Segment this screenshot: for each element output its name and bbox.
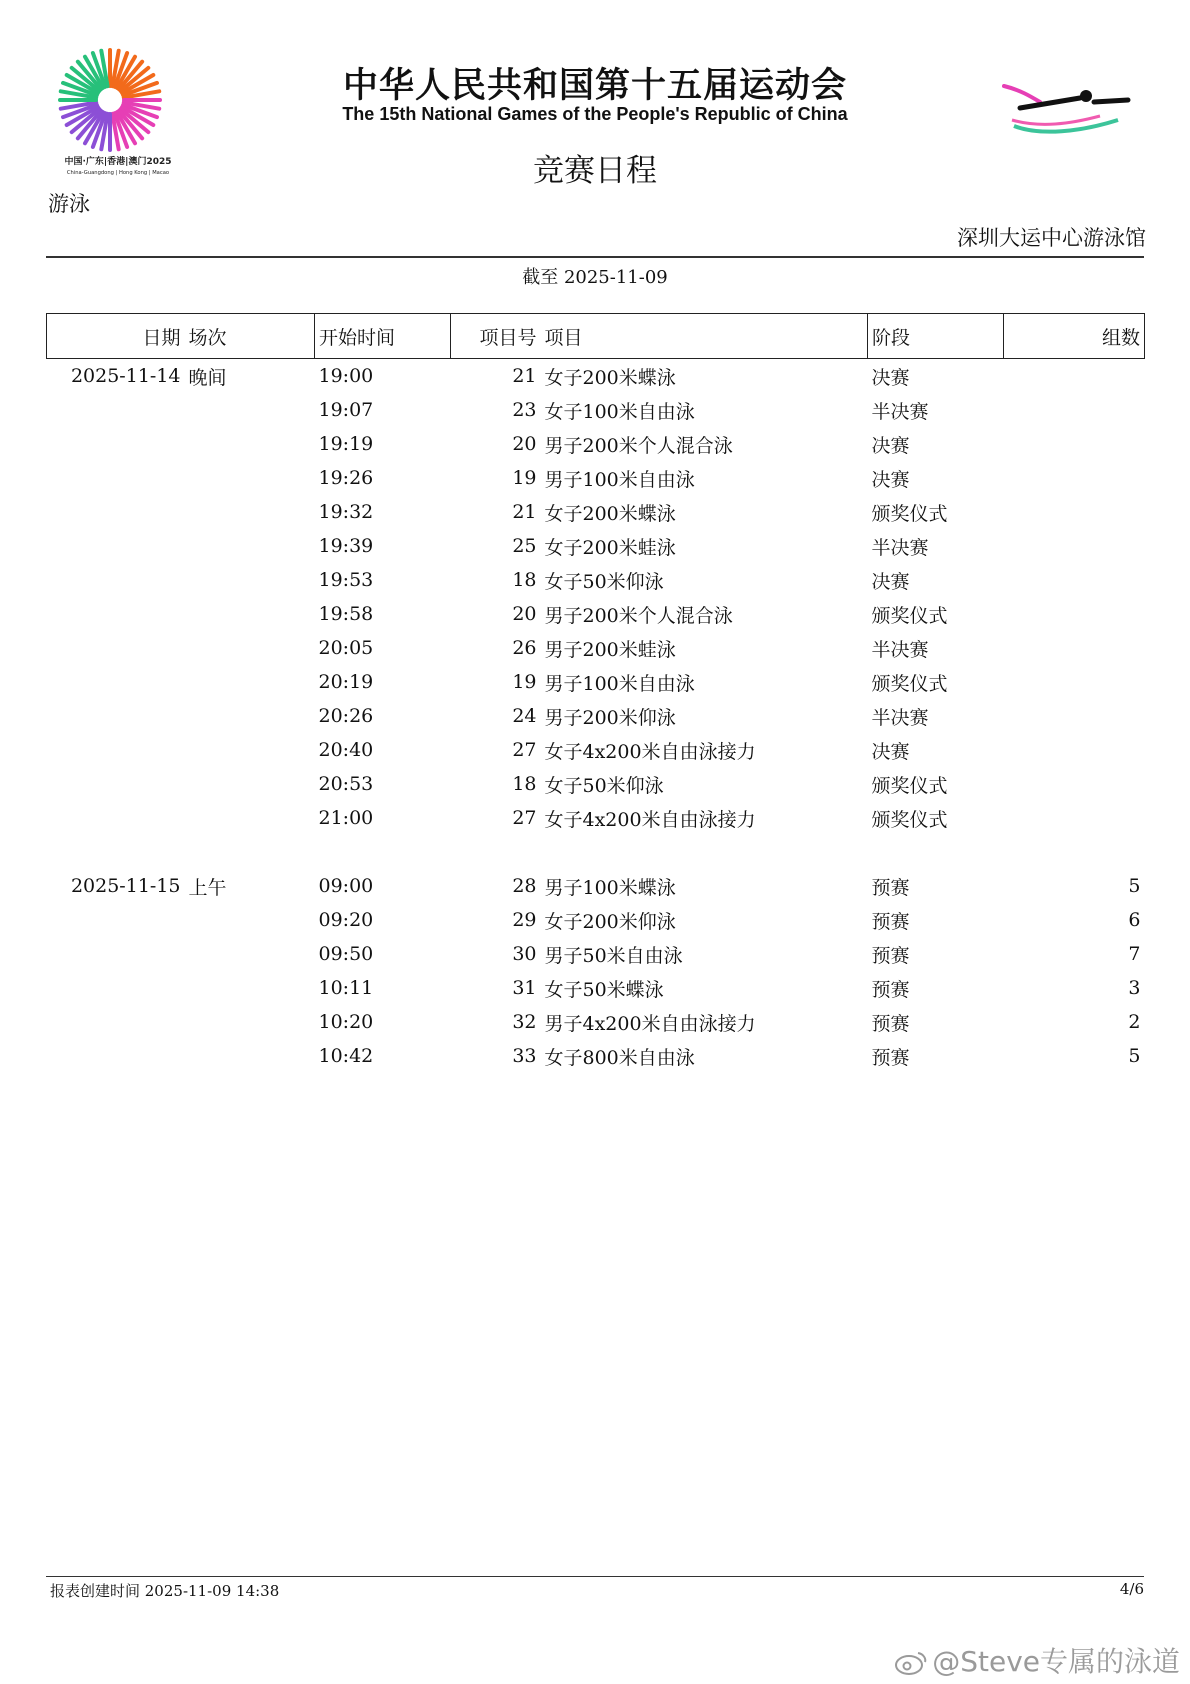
swimming-pictogram-icon [1000,80,1150,150]
cell-date [47,495,185,529]
cell-session [185,699,315,733]
cell-heats [1004,665,1145,699]
header-heats: 组数 [1004,314,1145,359]
header-divider [46,256,1144,258]
header-phase: 阶段 [868,314,1004,359]
cell-phase: 半决赛 [871,400,929,423]
cell-date: 2025-11-15 [70,875,181,897]
cell-start-time: 20:19 [318,671,374,693]
cell-session [185,903,315,937]
cell-event: 女子50米蝶泳 [544,978,664,1001]
cell-date [47,1039,185,1073]
cell-start-time: 19:00 [318,365,374,387]
cell-heats: 5 [1128,875,1141,897]
cell-event-number: 23 [512,399,537,421]
table-row [47,1005,1145,1039]
cell-date [47,767,185,801]
cell-event: 女子100米自由泳 [544,400,695,423]
cell-heats: 5 [1128,1045,1141,1067]
document-title: 竞赛日程 [533,153,657,189]
cell-start-time: 19:32 [318,501,374,523]
cell-session [185,495,315,529]
cell-start-time: 21:00 [318,807,374,829]
table-row [47,597,1145,631]
cell-phase: 颁奖仪式 [871,502,948,525]
header-event-number: 项目号 [451,314,541,359]
cell-event-number [451,835,541,869]
cell-heats: 6 [1128,909,1141,931]
cell-phase: 颁奖仪式 [871,672,948,695]
cell-event: 女子200米仰泳 [544,910,676,933]
cell-phase: 预赛 [871,1046,910,1069]
table-row [47,869,1145,903]
cell-date [47,461,185,495]
cell-heats [1004,801,1145,835]
cell-session [185,563,315,597]
cell-date [47,801,185,835]
cell-start-time: 20:26 [318,705,374,727]
cell-session [185,937,315,971]
table-row [47,801,1145,835]
cell-event-number: 20 [512,603,537,625]
table-row [47,733,1145,767]
venue-name: 深圳大运中心游泳馆 [957,226,1146,250]
cell-session: 上午 [188,876,227,899]
cell-date [47,665,185,699]
cell-event: 女子200米蝶泳 [544,366,676,389]
weibo-icon [894,1650,928,1676]
cell-event-number: 21 [512,365,537,387]
cell-phase: 半决赛 [871,706,929,729]
cell-event [541,835,868,869]
cell-phase: 预赛 [871,978,910,1001]
cell-phase: 预赛 [871,944,910,967]
cell-session [185,427,315,461]
cell-event: 女子4x200米自由泳接力 [544,740,756,763]
table-row [47,699,1145,733]
table-row [47,1039,1145,1073]
cell-phase: 预赛 [871,910,910,933]
table-row [47,495,1145,529]
cell-date [47,835,185,869]
table-row [47,937,1145,971]
cell-session [185,393,315,427]
cell-start-time: 19:26 [318,467,374,489]
table-row [47,767,1145,801]
cell-event-number: 20 [512,433,537,455]
table-row [47,359,1145,394]
header-session: 场次 [185,314,315,359]
cell-start-time: 09:20 [318,909,374,931]
cell-phase: 决赛 [871,468,910,491]
cell-phase: 决赛 [871,570,910,593]
cell-event: 女子200米蝶泳 [544,502,676,525]
cell-session [185,597,315,631]
header-event: 项目 [541,314,868,359]
cell-event-number: 30 [512,943,537,965]
cell-session: 晚间 [188,366,227,389]
cell-phase: 决赛 [871,366,910,389]
cell-session [185,665,315,699]
cell-event: 女子50米仰泳 [544,774,664,797]
cell-date [47,699,185,733]
cell-event-number: 32 [512,1011,537,1033]
cell-event: 女子800米自由泳 [544,1046,695,1069]
header-date: 日期 [47,314,185,359]
cell-date [47,597,185,631]
cell-phase: 决赛 [871,434,910,457]
cell-date [47,529,185,563]
logo-text-cn: 中国·广东|香港|澳门2025 [64,157,172,167]
cell-phase: 预赛 [871,1012,910,1035]
schedule-rows [47,359,1145,1074]
cell-date [47,1005,185,1039]
cell-heats [1004,733,1145,767]
watermark-text: @Steve专属的泳道 [932,1645,1180,1678]
cell-event-number: 27 [512,807,537,829]
cell-start-time: 10:11 [318,977,374,999]
cell-start-time: 19:53 [318,569,374,591]
cell-heats [1004,427,1145,461]
sport-name: 游泳 [48,192,90,216]
cell-start-time: 10:20 [318,1011,374,1033]
cell-event: 女子50米仰泳 [544,570,664,593]
cell-phase: 决赛 [871,740,910,763]
games-title-en: The 15th National Games of the People's Republic of China [342,104,848,124]
cell-start-time: 09:00 [318,875,374,897]
cell-heats: 7 [1128,943,1141,965]
cell-event-number: 26 [512,637,537,659]
cell-date: 2025-11-14 [70,365,181,387]
cell-phase: 半决赛 [871,536,929,559]
cell-event: 男子50米自由泳 [544,944,683,967]
table-row [47,631,1145,665]
table-row [47,971,1145,1005]
cell-phase [868,835,1004,869]
cell-heats [1004,767,1145,801]
cell-heats [1004,393,1145,427]
cell-session [185,529,315,563]
as-of-date: 截至 2025-11-09 [522,267,668,288]
table-row [47,427,1145,461]
cell-heats [1004,597,1145,631]
cell-event-number: 18 [512,773,537,795]
cell-session [185,733,315,767]
cell-event-number: 19 [512,671,537,693]
table-row [47,393,1145,427]
cell-heats [1004,359,1145,394]
cell-event-number: 21 [512,501,537,523]
cell-event-number: 27 [512,739,537,761]
cell-start-time: 20:53 [318,773,374,795]
table-row [47,461,1145,495]
cell-event-number: 31 [512,977,537,999]
cell-event-number: 25 [512,535,537,557]
page-number: 4/6 [1119,1580,1144,1598]
cell-date [47,903,185,937]
cell-event: 男子100米自由泳 [544,468,695,491]
table-row [47,563,1145,597]
cell-event-number: 33 [512,1045,537,1067]
cell-heats: 2 [1128,1011,1141,1033]
cell-heats [1004,699,1145,733]
cell-heats [1004,835,1145,869]
cell-start-time: 19:39 [318,535,374,557]
cell-phase: 颁奖仪式 [871,604,948,627]
table-header-row [47,314,1145,359]
cell-phase: 预赛 [871,876,910,899]
cell-phase: 颁奖仪式 [871,808,948,831]
cell-event: 男子100米蝶泳 [544,876,676,899]
weibo-watermark [894,1640,1180,1680]
cell-session [185,461,315,495]
cell-heats [1004,631,1145,665]
cell-event: 男子100米自由泳 [544,672,695,695]
cell-event: 男子200米仰泳 [544,706,676,729]
header-start-time: 开始时间 [315,314,451,359]
cell-heats [1004,495,1145,529]
cell-session [185,971,315,1005]
cell-heats [1004,461,1145,495]
cell-date [47,971,185,1005]
cell-event-number: 19 [512,467,537,489]
games-title-cn: 中华人民共和国第十五届运动会 [342,66,847,106]
cell-event-number: 24 [512,705,537,727]
cell-session [185,631,315,665]
cell-session [185,835,315,869]
cell-start-time: 20:05 [318,637,374,659]
cell-heats [1004,529,1145,563]
cell-session [185,1005,315,1039]
cell-event-number: 29 [512,909,537,931]
footer-divider [46,1576,1144,1577]
cell-start-time: 10:42 [318,1045,374,1067]
report-created-time: 报表创建时间 2025-11-09 14:38 [50,1582,280,1600]
cell-session [185,1039,315,1073]
table-row [47,903,1145,937]
cell-date [47,733,185,767]
cell-session [185,767,315,801]
competition-schedule-table [46,313,1145,1073]
logo-text-en: China-Guangdong | Hong Kong | Macao [66,170,170,176]
cell-date [47,427,185,461]
cell-date [47,393,185,427]
cell-phase: 半决赛 [871,638,929,661]
cell-event: 男子4x200米自由泳接力 [544,1012,756,1035]
cell-date [47,937,185,971]
cell-event: 男子200米蛙泳 [544,638,676,661]
table-row [47,665,1145,699]
cell-session [185,801,315,835]
cell-start-time: 09:50 [318,943,374,965]
table-row [47,835,1145,869]
cell-start-time: 19:19 [318,433,374,455]
cell-start-time [315,835,451,869]
cell-start-time: 19:58 [318,603,374,625]
cell-phase: 颁奖仪式 [871,774,948,797]
cell-heats: 3 [1128,977,1141,999]
table-row [47,529,1145,563]
cell-event-number: 18 [512,569,537,591]
cell-event-number: 28 [512,875,537,897]
cell-start-time: 19:07 [318,399,374,421]
cell-start-time: 20:40 [318,739,374,761]
cell-event: 男子200米个人混合泳 [544,604,733,627]
cell-heats [1004,563,1145,597]
cell-event: 女子200米蛙泳 [544,536,676,559]
cell-date [47,631,185,665]
cell-event: 女子4x200米自由泳接力 [544,808,756,831]
cell-date [47,563,185,597]
cell-event: 男子200米个人混合泳 [544,434,733,457]
